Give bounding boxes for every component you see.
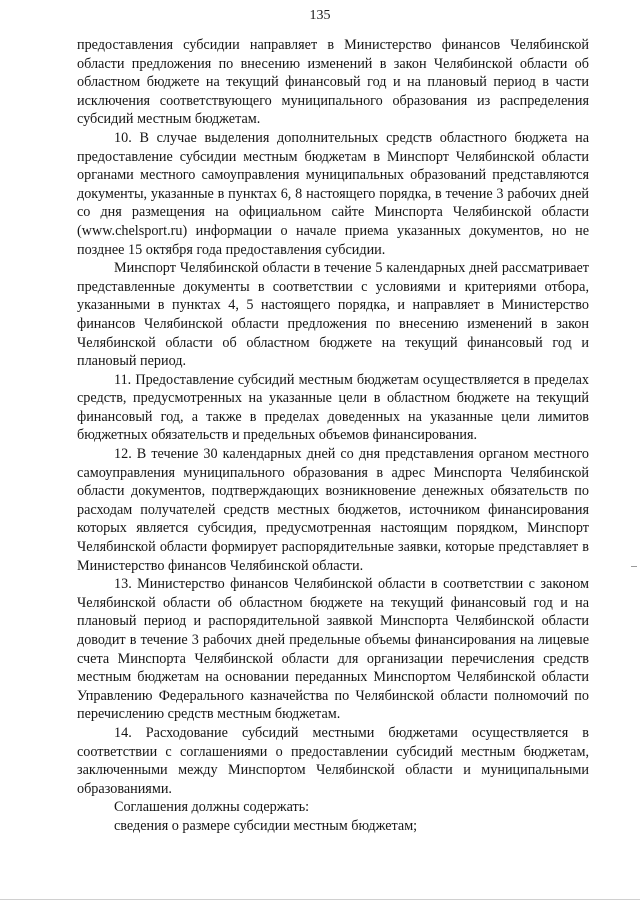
paragraph-item-13: 13. Министерство финансов Челябинской области в соответствии с законом Челябинской области об областном бюджете на текущий финансовый год и на плановый период и распорядительной заявкой Минспорта Челябинской области доводит в течение 3 рабочих дней предельные объемы финансирования на лицевые счета Минспорта Челябинской области для организации перечисления средств местным бюджетам на основании переданных Минспортом Челябинской области Управлению Федерального казначейства по Челябинской области полномочий по перечислению средств местным бюджетам. <box>77 576 589 723</box>
paragraph-item-14: 14. Расходование субсидий местными бюджетами осуществляется в соответствии с соглашениями о предоставлении субсидий местным бюджетам, заключенными между Минспортом Челябинской области и муниципальными образованиями. <box>77 724 589 797</box>
paragraph-item-11: 11. Предоставление субсидий местным бюджетам осуществляется в пределах средств, предусмотренных на указанные цели в областном бюджете на текущий финансовый год, а также в пределах доведенных на указанные цели лимитов бюджетных обязательств и предельных объемов финансирования. <box>77 371 589 444</box>
paragraph-item-10: 10. В случае выделения дополнительных средств областного бюджета на предоставление субсидии местным бюджетам в Минспорт Челябинской области органами местного самоуправления муниципальных образований представляются документы, указанные в пунктах 6, 8 настоящего порядка, в течение 3 рабочих дней со дня размещения на официальном сайте Минспорта Челябинской области (www.chelsport.ru) информации о начале приема указанных документов, но не позднее 15 октября года предоставления субсидии. <box>77 129 589 258</box>
paragraph-item-12: 12. В течение 30 календарных дней со дня представления органом местного самоуправления муниципального образования в адрес Минспорта Челябинской области документов, подтверждающих возникновение денежных обязательств по расходам получателей средств местных бюджетов, источником финансирования которых является субсидия, предусмотренная настоящим порядком, Минспорт Челябинской области формирует распорядительные заявки, которые представляет в Министерство финансов Челябинской области. <box>77 446 589 574</box>
paragraph-continuation: предоставления субсидии направляет в Министерство финансов Челябинской области предложения по внесению изменений в закон Челябинской области об областном бюджете на текущий финансовый год и на плановый период в части исключения соответствующего муниципального образования из распределения субсидий местным бюджетам. <box>77 37 589 128</box>
page-number: 135 <box>309 8 331 23</box>
margin-scan-mark <box>631 566 637 567</box>
document-body <box>77 36 589 836</box>
page-bottom-edge <box>0 899 640 900</box>
paragraph-agreements-item: сведения о размере субсидии местным бюджетам; <box>114 817 418 834</box>
paragraph-item-10-review: Минспорт Челябинской области в течение 5 календарных дней рассматривает представленные документы в соответствии с условиями и критериями отбора, указанными в пунктах 4, 5 настоящего порядка, и направляет в Министерство финансов Челябинской области предложения по внесению изменений в закон Челябинской области об областном бюджете на текущий финансовый год и плановый период. <box>77 260 589 370</box>
paragraph-agreements-intro: Соглашения должны содержать: <box>114 799 310 816</box>
